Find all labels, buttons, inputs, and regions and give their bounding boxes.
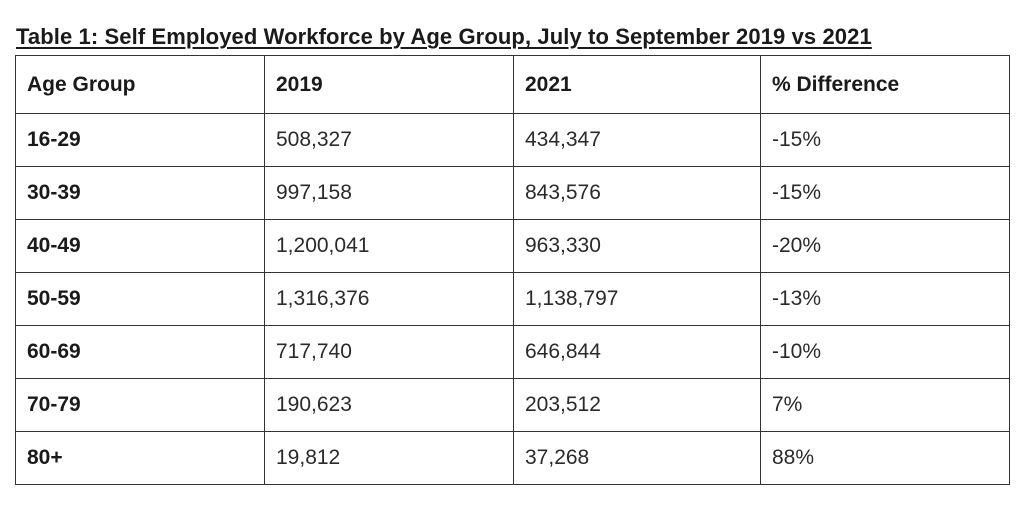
- self-employed-table: [15, 55, 1010, 485]
- value-2019-cell: 1,200,041: [265, 220, 514, 273]
- value-2019-cell: 1,316,376: [265, 273, 514, 326]
- age-group-cell: 80+: [16, 432, 265, 485]
- header-2019: 2019: [265, 56, 514, 114]
- percent-difference-cell: -15%: [761, 167, 1010, 220]
- age-group-cell: 16-29: [16, 114, 265, 167]
- table-row: [16, 167, 1010, 220]
- table-row: [16, 432, 1010, 485]
- value-2019-cell: 190,623: [265, 379, 514, 432]
- age-group-cell: 70-79: [16, 379, 265, 432]
- table-row: [16, 379, 1010, 432]
- percent-difference-cell: 7%: [761, 379, 1010, 432]
- percent-difference-cell: 88%: [761, 432, 1010, 485]
- value-2021-cell: 37,268: [514, 432, 761, 485]
- age-group-cell: 60-69: [16, 326, 265, 379]
- percent-difference-cell: -10%: [761, 326, 1010, 379]
- value-2021-cell: 646,844: [514, 326, 761, 379]
- value-2021-cell: 434,347: [514, 114, 761, 167]
- value-2021-cell: 203,512: [514, 379, 761, 432]
- age-group-cell: 30-39: [16, 167, 265, 220]
- table-title: Table 1: Self Employed Workforce by Age Group, July to September 2019 vs 2021: [16, 24, 872, 49]
- table-row: [16, 114, 1010, 167]
- table-row: [16, 273, 1010, 326]
- value-2021-cell: 843,576: [514, 167, 761, 220]
- value-2019-cell: 717,740: [265, 326, 514, 379]
- header-percent-difference: % Difference: [761, 56, 1010, 114]
- header-age-group: Age Group: [16, 56, 265, 114]
- percent-difference-cell: -15%: [761, 114, 1010, 167]
- value-2021-cell: 1,138,797: [514, 273, 761, 326]
- value-2021-cell: 963,330: [514, 220, 761, 273]
- percent-difference-cell: -20%: [761, 220, 1010, 273]
- table-row: [16, 326, 1010, 379]
- table-row: [16, 220, 1010, 273]
- age-group-cell: 40-49: [16, 220, 265, 273]
- value-2019-cell: 997,158: [265, 167, 514, 220]
- value-2019-cell: 508,327: [265, 114, 514, 167]
- table-header-row: [16, 56, 1010, 114]
- age-group-cell: 50-59: [16, 273, 265, 326]
- header-2021: 2021: [514, 56, 761, 114]
- percent-difference-cell: -13%: [761, 273, 1010, 326]
- value-2019-cell: 19,812: [265, 432, 514, 485]
